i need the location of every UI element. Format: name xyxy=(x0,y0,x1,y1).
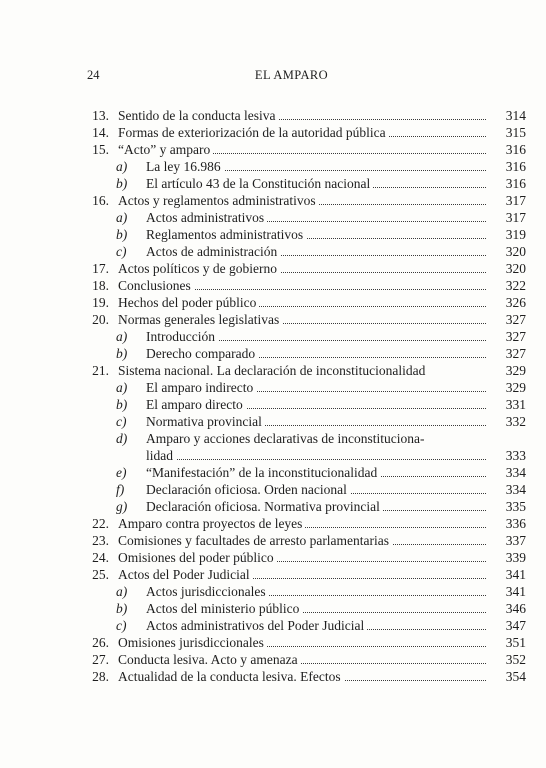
toc-entry xyxy=(85,192,526,209)
toc-entry xyxy=(85,209,526,226)
toc-entry-label: El amparo directo xyxy=(146,397,246,412)
toc-entry-number: 27. xyxy=(92,652,109,667)
toc-entry-text xyxy=(146,498,486,515)
toc-entry xyxy=(85,345,526,362)
toc-entry-number: a) xyxy=(116,159,128,174)
toc-entry xyxy=(85,600,526,617)
dot-leader xyxy=(146,459,486,460)
toc-entry-text xyxy=(146,175,486,192)
toc-entry xyxy=(85,107,526,124)
toc-entry-page: 316 xyxy=(496,158,526,175)
toc-entry-number: 21. xyxy=(92,363,109,378)
toc-entry-label: Hechos del poder público xyxy=(118,295,259,310)
toc-entry-number: d) xyxy=(116,431,128,446)
toc-entry-label: La ley 16.986 xyxy=(146,159,224,174)
toc-entry-number: c) xyxy=(116,618,127,633)
toc-entry xyxy=(85,328,526,345)
toc-entry-label: Sistema nacional. La declaración de inconstitucionalidad xyxy=(118,363,428,378)
toc-entry-number: a) xyxy=(116,210,128,225)
toc-entry-label: Sentido de la conducta lesiva xyxy=(118,108,278,123)
toc-entry xyxy=(85,141,526,158)
toc-entry xyxy=(85,175,526,192)
toc-entry xyxy=(85,549,526,566)
toc-entry-text xyxy=(118,549,486,566)
toc-entry-text xyxy=(146,345,486,362)
toc-entry-label: Actos jurisdiccionales xyxy=(146,584,269,599)
table-of-contents xyxy=(85,107,526,685)
toc-entry-number: 18. xyxy=(92,278,109,293)
toc-entry-text xyxy=(118,311,486,328)
toc-entry-text xyxy=(146,413,486,430)
toc-entry-page: 319 xyxy=(496,226,526,243)
toc-entry-page: 346 xyxy=(496,600,526,617)
toc-entry-page: 329 xyxy=(496,379,526,396)
toc-entry-label: Introducción xyxy=(146,329,218,344)
toc-entry-label: Omisiones del poder público xyxy=(118,550,277,565)
toc-entry xyxy=(85,464,526,481)
toc-entry-number: a) xyxy=(116,380,128,395)
toc-entry-label: Actos políticos y de gobierno xyxy=(118,261,280,276)
toc-entry-text xyxy=(146,209,486,226)
toc-entry-page: 327 xyxy=(496,311,526,328)
toc-entry-page: 341 xyxy=(496,566,526,583)
toc-entry-label: Derecho comparado xyxy=(146,346,258,361)
toc-entry-page: 322 xyxy=(496,277,526,294)
toc-entry-text xyxy=(146,158,486,175)
toc-entry-number: 19. xyxy=(92,295,109,310)
toc-entry-text xyxy=(118,634,486,651)
toc-entry-label: “Manifestación” de la inconstitucionalidad xyxy=(146,465,380,480)
toc-entry-page: 334 xyxy=(496,464,526,481)
toc-entry-number: b) xyxy=(116,227,128,242)
toc-entry xyxy=(85,651,526,668)
toc-entry-number: c) xyxy=(116,414,127,429)
toc-entry-text xyxy=(118,107,486,124)
toc-entry-text xyxy=(118,294,486,311)
toc-entry-number: 24. xyxy=(92,550,109,565)
toc-entry xyxy=(85,430,526,447)
toc-entry-page: 320 xyxy=(496,260,526,277)
toc-entry-label: Normativa provincial xyxy=(146,414,265,429)
toc-entry-page: 326 xyxy=(496,294,526,311)
toc-entry-number: g) xyxy=(116,499,128,514)
toc-entry xyxy=(85,583,526,600)
toc-entry-text xyxy=(146,447,486,464)
toc-entry-text xyxy=(146,396,486,413)
toc-entry-page: 316 xyxy=(496,141,526,158)
toc-entry-page: 333 xyxy=(496,447,526,464)
toc-entry-text xyxy=(146,600,486,617)
toc-entry-page: 327 xyxy=(496,345,526,362)
toc-entry-number: 22. xyxy=(92,516,109,531)
toc-entry-label: Actos de administración xyxy=(146,244,280,259)
toc-entry-page: 347 xyxy=(496,617,526,634)
toc-entry xyxy=(85,481,526,498)
toc-entry-label: Reglamentos administrativos xyxy=(146,227,306,242)
toc-entry-text xyxy=(118,362,486,379)
toc-entry xyxy=(85,158,526,175)
toc-entry-text xyxy=(146,617,486,634)
toc-entry-label: Declaración oficiosa. Orden nacional xyxy=(146,482,350,497)
toc-entry xyxy=(85,447,526,464)
toc-entry-number: b) xyxy=(116,176,128,191)
toc-entry-number: c) xyxy=(116,244,127,259)
toc-entry xyxy=(85,566,526,583)
toc-entry-text xyxy=(118,260,486,277)
toc-entry-page: 314 xyxy=(496,107,526,124)
toc-entry xyxy=(85,124,526,141)
toc-entry-text xyxy=(118,566,486,583)
toc-entry-text xyxy=(118,651,486,668)
toc-entry xyxy=(85,634,526,651)
toc-entry-number: b) xyxy=(116,397,128,412)
toc-entry-number: 13. xyxy=(92,108,109,123)
toc-entry-label: Conclusiones xyxy=(118,278,194,293)
toc-entry-page: 331 xyxy=(496,396,526,413)
toc-entry-label: Normas generales legislativas xyxy=(118,312,282,327)
toc-entry xyxy=(85,515,526,532)
toc-entry-label: Comisiones y facultades de arresto parlamentarias xyxy=(118,533,392,548)
toc-entry xyxy=(85,668,526,685)
toc-entry-page: 329 xyxy=(496,362,526,379)
toc-entry xyxy=(85,260,526,277)
toc-entry-number: f) xyxy=(116,482,125,497)
toc-entry-text xyxy=(146,226,486,243)
toc-entry xyxy=(85,413,526,430)
toc-entry-number: b) xyxy=(116,601,128,616)
toc-entry-number: a) xyxy=(116,329,128,344)
toc-entry-number: 26. xyxy=(92,635,109,650)
toc-entry-page: 336 xyxy=(496,515,526,532)
toc-entry-page: 339 xyxy=(496,549,526,566)
toc-entry-number: 16. xyxy=(92,193,109,208)
toc-entry-text xyxy=(146,464,486,481)
toc-entry-label: “Acto” y amparo xyxy=(118,142,213,157)
toc-entry-label: Declaración oficiosa. Normativa provincial xyxy=(146,499,383,514)
toc-entry-label: Actos administrativos xyxy=(146,210,267,225)
toc-entry-number: 25. xyxy=(92,567,109,582)
toc-entry-page: 315 xyxy=(496,124,526,141)
toc-entry-label: Conducta lesiva. Acto y amenaza xyxy=(118,652,301,667)
toc-entry-page: 335 xyxy=(496,498,526,515)
toc-entry-label: El artículo 43 de la Constitución nacional xyxy=(146,176,373,191)
toc-entry xyxy=(85,226,526,243)
toc-entry-label: Amparo contra proyectos de leyes xyxy=(118,516,305,531)
toc-entry-label: lidad xyxy=(146,448,176,463)
toc-entry-text xyxy=(146,328,486,345)
toc-entry xyxy=(85,617,526,634)
toc-entry xyxy=(85,311,526,328)
toc-entry-page: 352 xyxy=(496,651,526,668)
toc-entry-number: 15. xyxy=(92,142,109,157)
toc-entry-page: 316 xyxy=(496,175,526,192)
toc-entry-number: b) xyxy=(116,346,128,361)
toc-entry-text xyxy=(118,532,486,549)
toc-entry-label: Actos administrativos del Poder Judicial xyxy=(146,618,367,633)
toc-entry-number: 28. xyxy=(92,669,109,684)
toc-entry-page: 317 xyxy=(496,209,526,226)
toc-entry-label: Actos del Poder Judicial xyxy=(118,567,253,582)
toc-entry xyxy=(85,362,526,379)
toc-entry-text xyxy=(146,379,486,396)
toc-entry-label: Actualidad de la conducta lesiva. Efectos xyxy=(118,669,344,684)
toc-entry-label: Actos y reglamentos administrativos xyxy=(118,193,319,208)
running-title: EL AMPARO xyxy=(254,68,329,82)
toc-entry-number: e) xyxy=(116,465,127,480)
toc-entry-text xyxy=(146,481,486,498)
toc-entry-page: 337 xyxy=(496,532,526,549)
toc-entry-page: 317 xyxy=(496,192,526,209)
page-header xyxy=(87,68,496,84)
toc-entry-number: 17. xyxy=(92,261,109,276)
toc-entry xyxy=(85,277,526,294)
toc-entry-label: Omisiones jurisdiccionales xyxy=(118,635,267,650)
toc-entry-number: 20. xyxy=(92,312,109,327)
toc-entry-number: 23. xyxy=(92,533,109,548)
toc-entry xyxy=(85,532,526,549)
toc-entry-number: a) xyxy=(116,584,128,599)
toc-entry-page: 334 xyxy=(496,481,526,498)
toc-entry-page: 320 xyxy=(496,243,526,260)
toc-entry xyxy=(85,498,526,515)
page-number: 24 xyxy=(87,68,100,82)
toc-entry xyxy=(85,379,526,396)
toc-entry-page: 351 xyxy=(496,634,526,651)
toc-entry-text xyxy=(118,668,486,685)
toc-entry-label: Amparo y acciones declarativas de inconstituciona- xyxy=(146,431,428,446)
toc-entry-text xyxy=(118,124,486,141)
toc-entry-text xyxy=(118,141,486,158)
toc-entry-text xyxy=(146,583,486,600)
toc-entry-page: 354 xyxy=(496,668,526,685)
toc-entry-label: Actos del ministerio público xyxy=(146,601,302,616)
toc-entry xyxy=(85,243,526,260)
toc-entry xyxy=(85,396,526,413)
toc-entry-page: 327 xyxy=(496,328,526,345)
toc-entry-text xyxy=(146,243,486,260)
toc-entry-text xyxy=(118,277,486,294)
toc-entry-page: 332 xyxy=(496,413,526,430)
toc-entry-number: 14. xyxy=(92,125,109,140)
toc-entry-label: Formas de exteriorización de la autoridad pública xyxy=(118,125,389,140)
toc-entry-label: El amparo indirecto xyxy=(146,380,256,395)
toc-entry-text xyxy=(118,515,486,532)
toc-entry xyxy=(85,294,526,311)
toc-entry-text xyxy=(118,192,486,209)
toc-entry-page: 341 xyxy=(496,583,526,600)
toc-entry-text xyxy=(146,430,486,447)
